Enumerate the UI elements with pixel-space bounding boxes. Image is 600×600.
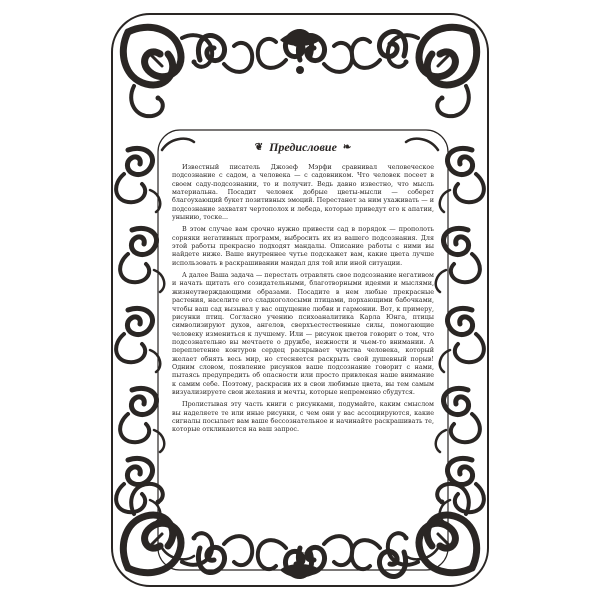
chapter-heading: [172, 140, 434, 155]
ornament-left-icon: ❦: [254, 142, 264, 153]
paragraph-4: Пролистывая эту часть книги с рисунками, подумайте, каким смыслом вы наделяете те или иные рисунки, с чем они у вас ассоциируются, какие сигналы посылает вам ваше бессознательное и начинайте раскрашивать те, которые откликаются на ваш запрос.: [172, 400, 434, 434]
text-panel: [172, 140, 434, 564]
chapter-title: Предисловие: [269, 140, 337, 154]
ornament-right-icon: ❧: [342, 142, 352, 153]
paragraph-2: В этом случае вам срочно нужно привести сад в порядок — прополоть сорняки негативных программ, выбросить их из вашего подсознания. Для этой работы прекрасно подходят мандалы. Описание работы с ними вы найдете ниже. Ваше внутреннее чутье подскажет вам, какие цвета лучше использовать в раскрашивании мандал для той или иной ситуации.: [172, 225, 434, 267]
page-number: 2: [299, 549, 307, 564]
paragraph-3: А далее Ваша задача — перестать отравлять свое подсознание негативом и начать щитать его созидательными, благотворными идеями и мыслями, жизнеутверждающими образами. Посадите в нем любые прекрасные растения, населите его сладкоголосыми птицами, порхающими бабочками, чтобы ваш сад вызывал у вас ощущение любви и гармонии. Вот, к примеру, рисунки птиц. Согласно учению психоаналитика Карла Юнга, птицы символизируют духов, ангелов, сверхъестественные силы, помогающие человеку измениться к лучшему. Или — рисунок цветов говорит о том, что подсознательно вы мечтаете о дружбе, нежности и чьем-то внимании. А переплетение контуров сердец раскрывает чувства человека, который желает обнять весь мир, но стесняется раскрыть свой душевный порыв! Одним словом, появление рисунков ваше подсознание говорит с нами, пытаясь предупредить об опасности или просто привлекая наше внимание к самим себе. Поэтому, раскрасив их в свои любимые цвета, вы тем самым визуализируете свои желания и мечты, которые непременно сбудутся.: [172, 271, 434, 396]
paragraph-1: Известный писатель Джозеф Мэрфи сравнивал человеческое подсознание с садом, а человека — с садовником. Что человек посеет в своем саду-подсознании, то и получит. Ведь давно известно, что мысль материальна. Посадит человек добрые цветы-мысли — соберет благоухающий букет позитивных эмоций. Перестанет за ним ухаживать — и подсознание захватят чертополох и лебеда, которые приведут его к апатии, унынию, тоске...: [172, 163, 434, 222]
